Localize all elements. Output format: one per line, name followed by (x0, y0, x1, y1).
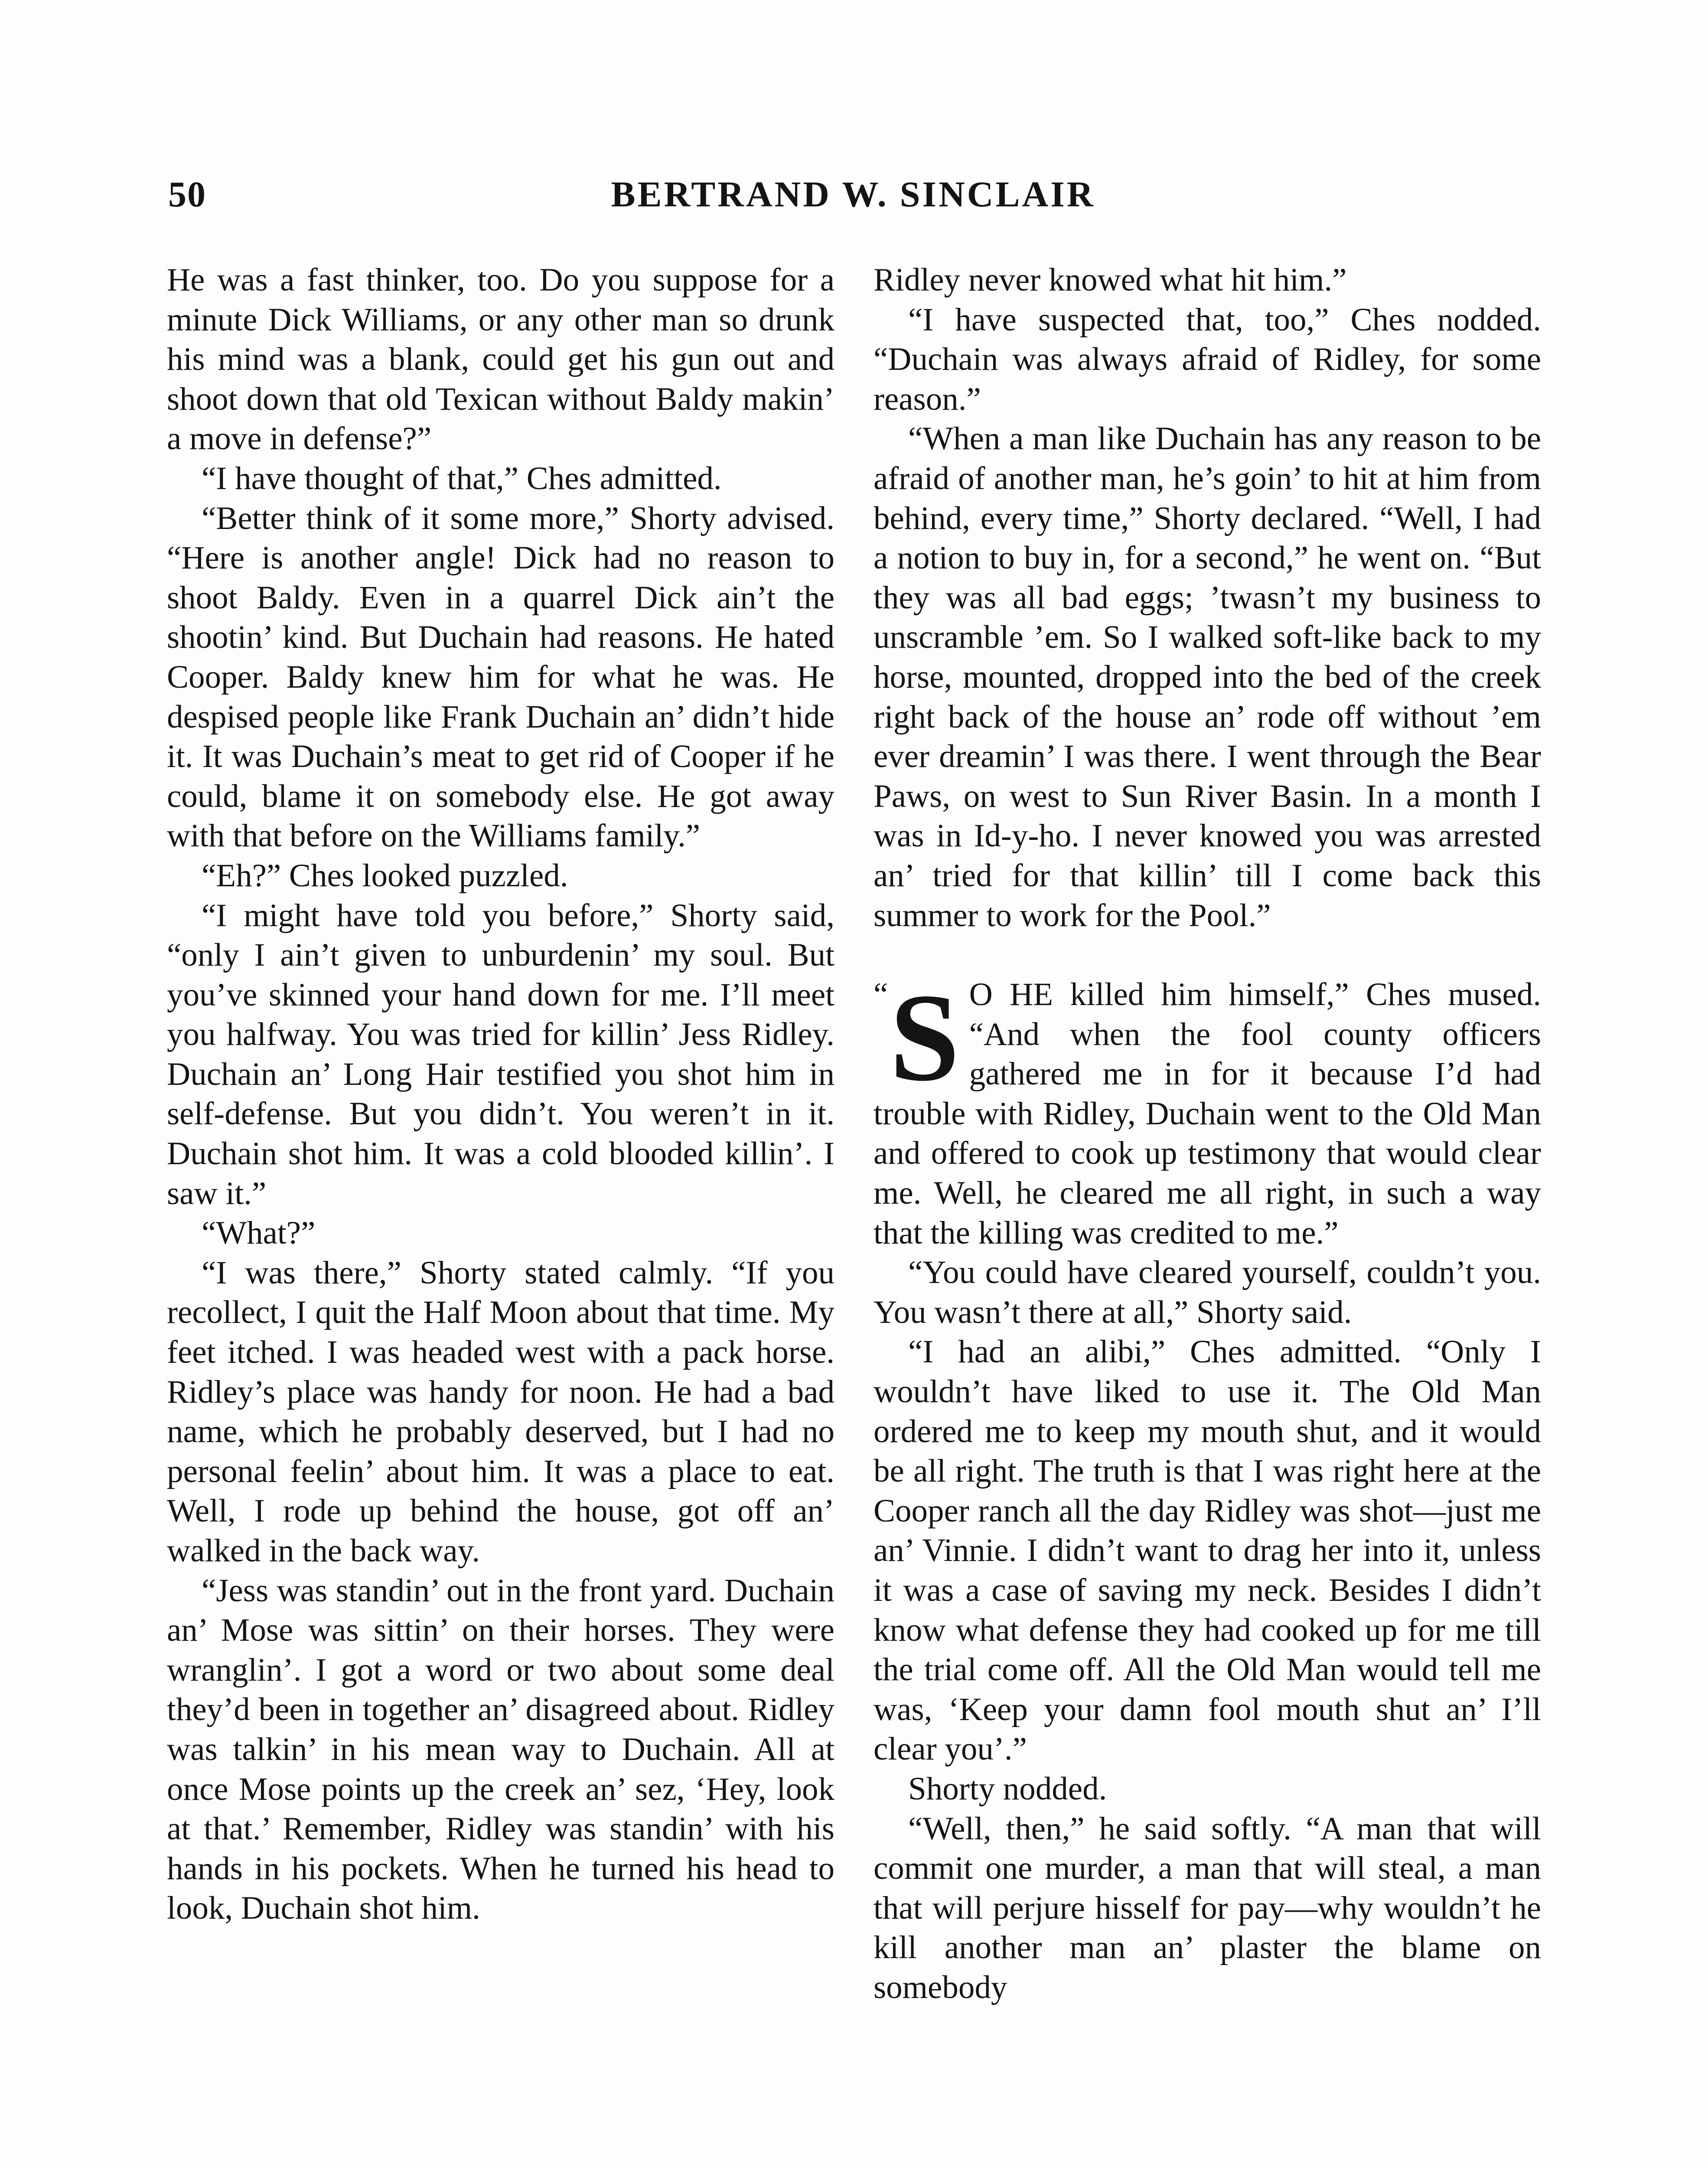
paragraph: “I have suspected that, too,” Ches nodded. “Duchain was always afraid of Ridley, for some reason.” (874, 301, 1541, 417)
left-column (167, 260, 834, 1928)
paragraph: “Well, then,” he said softly. “A man that will commit one murder, a man that will steal, a man that will perjure hisself for pay—why wouldn’t he kill another man an’ plaster the blame on somebody (874, 1810, 1541, 2005)
paragraph: “When a man like Duchain has any reason to be afraid of another man, he’s goin’ to hit at him from behind, every time,” Shorty declared. “Well, I had a notion to buy in, for a second,” he went on. “But they was all bad eggs; ’twasn’t my business to unscramble ’em. So I walked soft-like back to my horse, mounted, dropped into the bed of the creek right back of the house an’ rode off without ’em ever dreamin’ I was there. I went through the Bear Paws, on west to Sun River Basin. In a month I was in Id-y-ho. I never knowed you was arrested an’ tried for that killin’ till I come back this summer to work for the Pool.” (874, 421, 1541, 934)
dropcap-paragraph (874, 968, 1541, 1253)
dropcap-paragraph-text: O HE killed him himself,” Ches mused. “And when the fool county officers gathered me in for it because I’d had trouble with Ridley, Duchain went to the Old Man and offered to cook up testimony that would clear me. Well, he cleared me all right, in such a way that the killing was credited to me.” (874, 976, 1541, 1251)
paragraph: He was a fast thinker, too. Do you suppose for a minute Dick Williams, or any other man so drunk his mind was a blank, could get his gun out and shoot down that old Texican without Baldy makin’ a move in defense?” (167, 262, 834, 457)
paragraph: “I had an alibi,” Ches admitted. “Only I wouldn’t have liked to use it. The Old Man ordered me to keep my mouth shut, and it would be all right. The truth is that I was right here at the Cooper ranch all the day Ridley was shot—just me an’ Vinnie. I didn’t want to drag her into it, unless it was a case of saving my neck. Besides I didn’t know what defense they had cooked up for me till the trial come off. All the Old Man would tell me was, ‘Keep your damn fool mouth shut an’ I’ll clear you’.” (874, 1334, 1541, 1767)
paragraph: Ridley never knowed what hit him.” (874, 262, 1347, 298)
page-number: 50 (168, 174, 206, 215)
open-quote: “ (874, 976, 888, 1013)
paragraph: “I have thought of that,” Ches admitted. (202, 460, 722, 496)
running-head: BERTRAND W. SINCLAIR (611, 174, 1095, 215)
paragraph: “Jess was standin’ out in the front yard. Duchain an’ Mose was sittin’ on their horses. They were wranglin’. I got a word or two about some deal they’d been in together an’ disagreed about. Ridley was talkin’ in his mean way to Duchain. All at once Mose points up the creek an’ sez, ‘Hey, look at that.’ Remember, Ridley was standin’ with his hands in his pockets. When he turned his head to look, Duchain shot him. (167, 1572, 834, 1926)
paragraph: “I might have told you before,” Shorty said, “only I ain’t given to unburdenin’ my soul. But you’ve skinned your hand down for me. I’ll meet you halfway. You was tried for killin’ Jess Ridley. Duchain an’ Long Hair testified you shot him in self-defense. But you didn’t. You weren’t in it. Duchain shot him. It was a cold blooded killin’. I saw it.” (167, 897, 834, 1211)
section-break (874, 935, 1541, 975)
drop-cap-letter: S (890, 968, 960, 1107)
paragraph: “What?” (202, 1215, 316, 1251)
paragraph: “You could have cleared yourself, couldn’t you. You wasn’t there at all,” Shorty said. (874, 1254, 1541, 1330)
right-column (874, 260, 1541, 2008)
page-header (168, 173, 1538, 221)
paragraph: Shorty nodded. (908, 1770, 1107, 1807)
paragraph: “Eh?” Ches looked puzzled. (202, 857, 568, 894)
paragraph: “Better think of it some more,” Shorty advised. “Here is another angle! Dick had no reason to shoot Baldy. Even in a quarrel Dick ain’t the shootin’ kind. But Duchain had reasons. He hated Cooper. Baldy knew him for what he was. He despised people like Frank Duchain an’ didn’t hide it. It was Duchain’s meat to get rid of Cooper if he could, blame it on somebody else. He got away with that before on the Williams family.” (167, 500, 834, 854)
paragraph: “I was there,” Shorty stated calmly. “If you recollect, I quit the Half Moon about that time. My feet itched. I was headed west with a pack horse. Ridley’s place was handy for noon. He had a bad name, which he probably deserved, but I had no personal feelin’ about him. It was a place to eat. Well, I rode up behind the house, got off an’ walked in the back way. (167, 1254, 834, 1569)
